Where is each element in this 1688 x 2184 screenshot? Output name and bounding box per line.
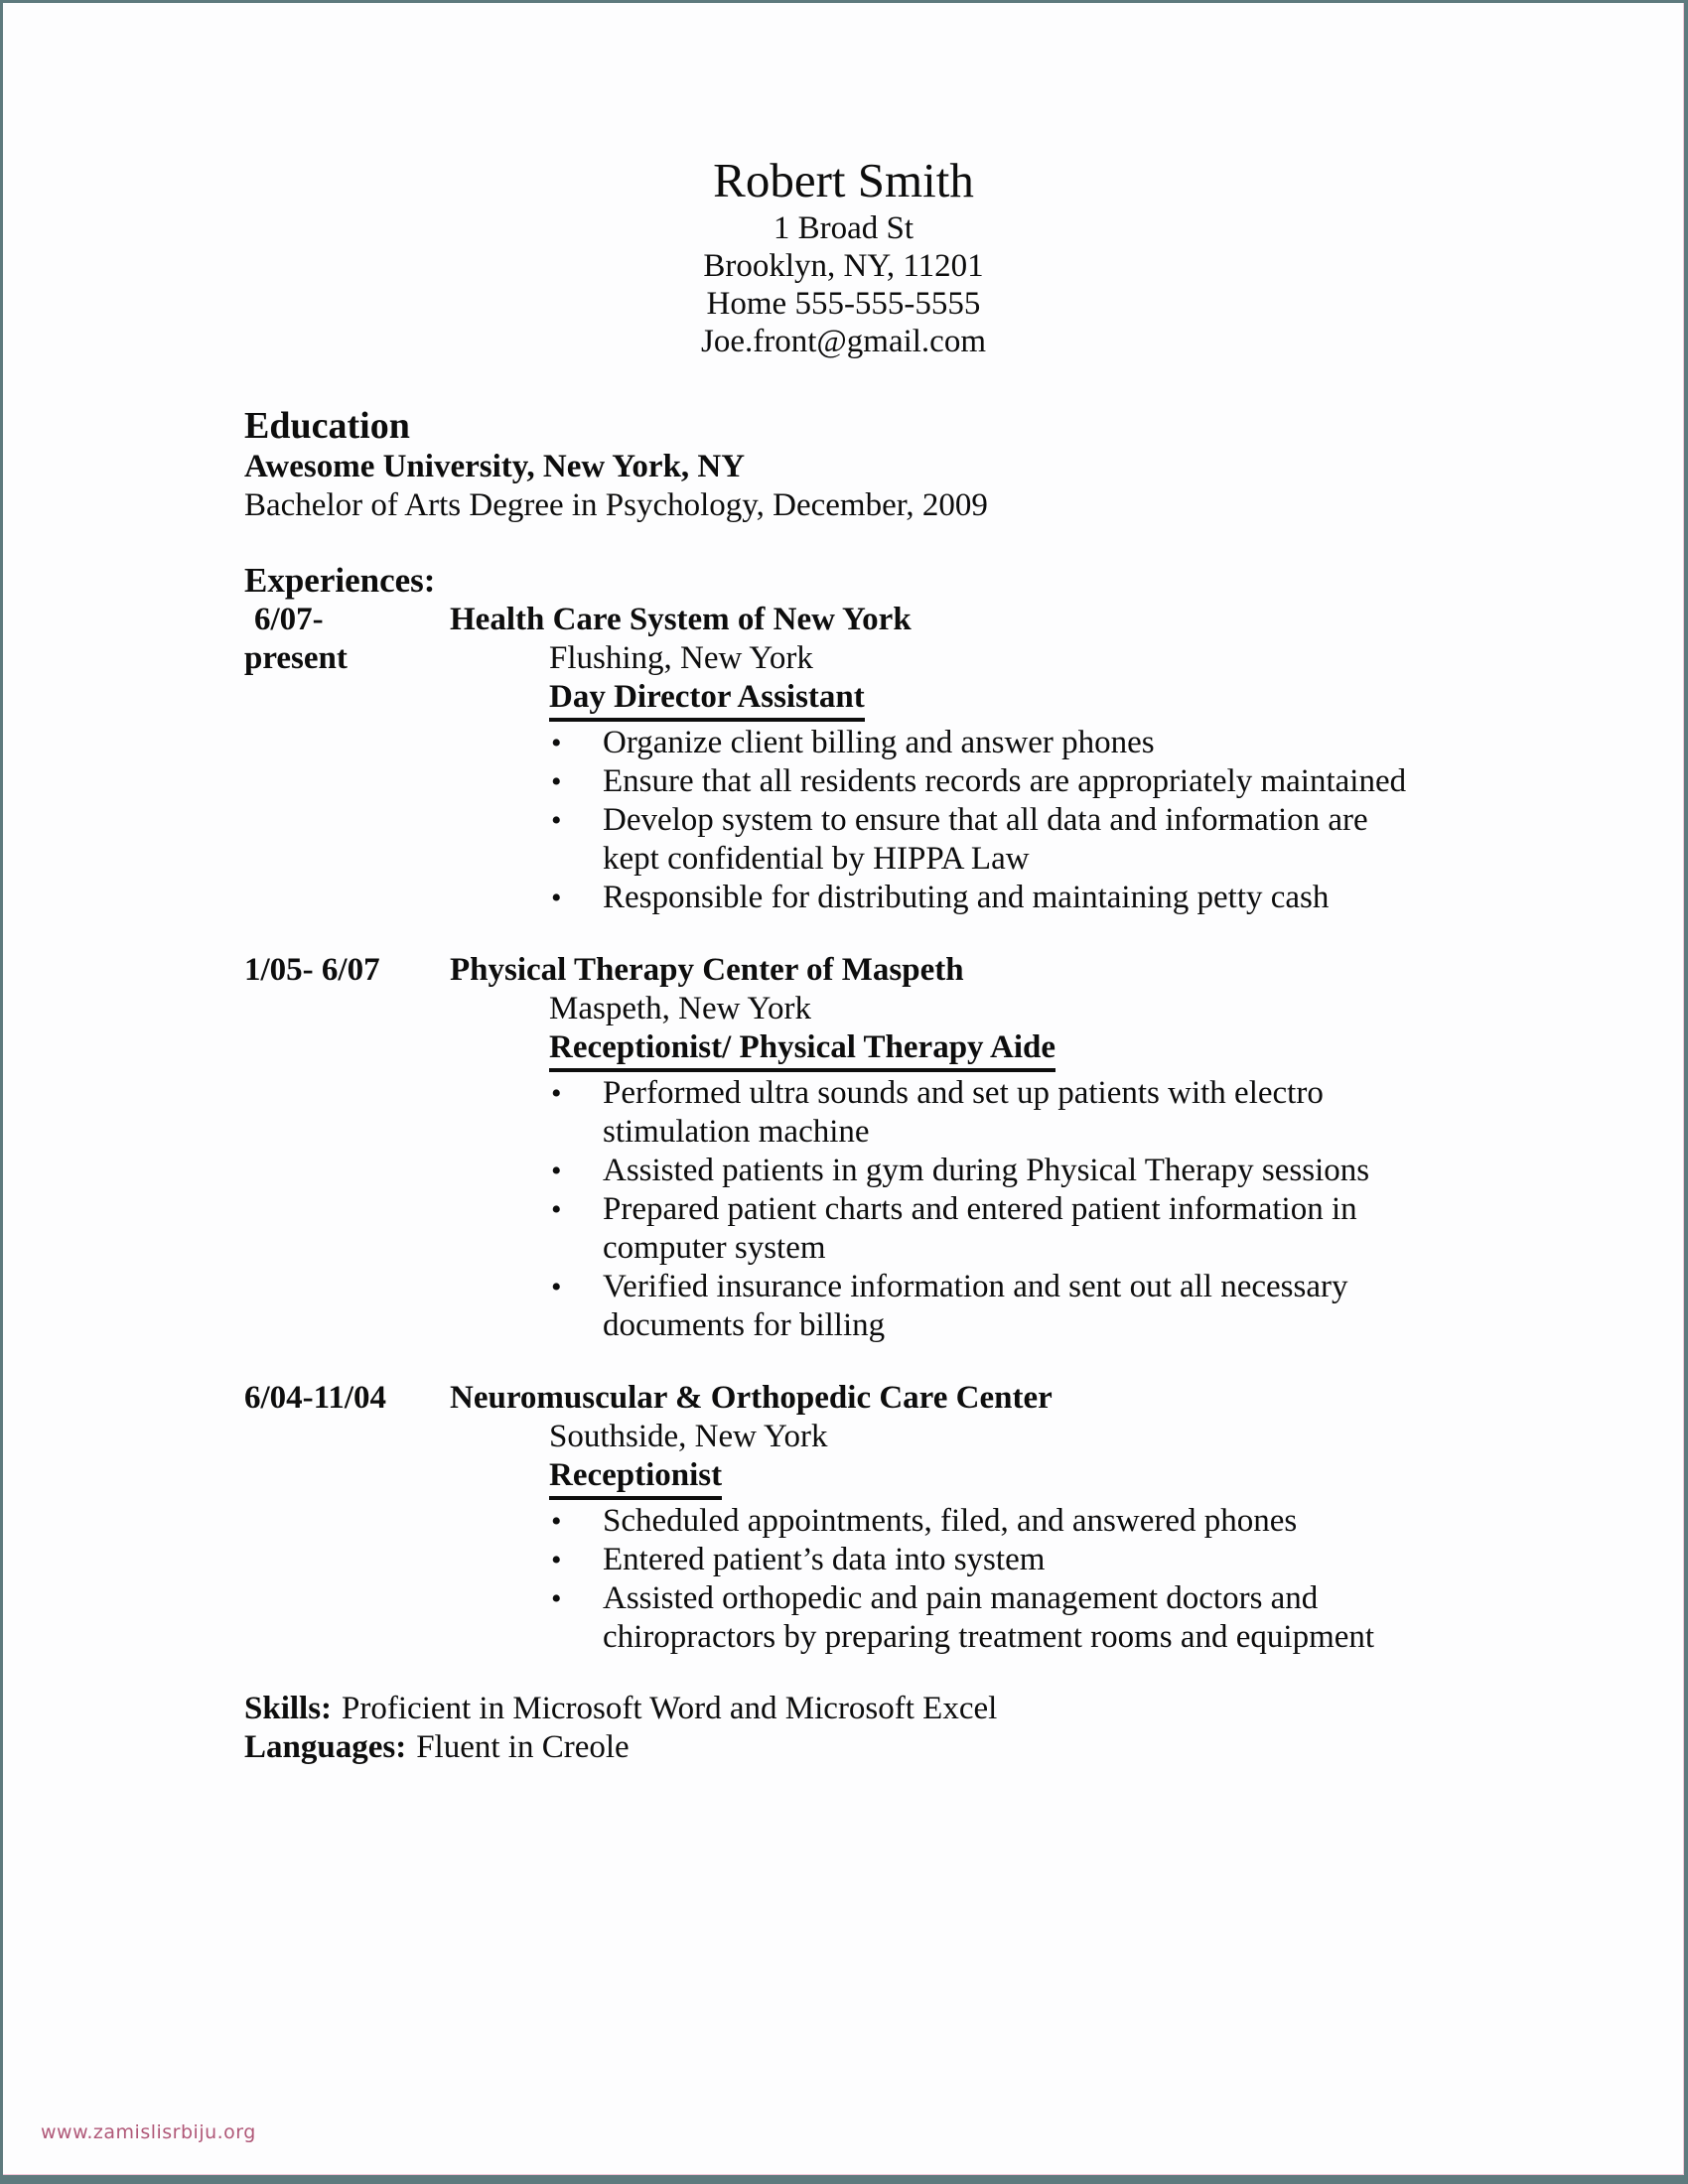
job-bullet-text: Performed ultra sounds and set up patients with electro stimulation machine <box>603 1075 1324 1150</box>
languages-line <box>244 1728 1456 1767</box>
skills-line <box>244 1690 1456 1728</box>
job-title-row <box>549 1028 1456 1072</box>
job-details <box>450 1379 1456 1657</box>
job-bullet <box>549 1579 1423 1657</box>
job-bullet-text: Assisted orthopedic and pain management doctors and chiropractors by preparing treatment rooms and equipment <box>603 1580 1375 1655</box>
address-city: Brooklyn, NY, 11201 <box>703 248 984 284</box>
job-company: Physical Therapy Center of Maspeth <box>450 952 964 988</box>
job-bullet <box>549 762 1423 801</box>
job-city: Flushing, New York <box>549 640 813 676</box>
skills-section <box>244 1690 1456 1767</box>
job-bullet <box>549 879 1423 917</box>
bullet-icon: • <box>551 765 562 798</box>
job-details <box>450 951 1456 1345</box>
job-bullet-text: Prepared patient charts and entered patient information in computer system <box>603 1191 1357 1266</box>
education-school: Awesome University, New York, NY <box>244 449 746 484</box>
job-dates-line: 1/05- 6/07 <box>244 952 380 988</box>
bullet-icon: • <box>551 1193 562 1226</box>
resume-header <box>3 3 1684 360</box>
skills-label: Skills: <box>244 1691 333 1726</box>
skills-text: Proficient in Microsoft Word and Microsoft Excel <box>342 1691 998 1726</box>
job-bullet <box>549 801 1423 879</box>
bullet-icon: • <box>551 1505 562 1538</box>
education-section <box>244 404 1456 525</box>
languages-text: Fluent in Creole <box>416 1729 630 1765</box>
job-dates <box>244 951 450 990</box>
job-bullet-text: Ensure that all residents records are appropriately maintained <box>603 763 1407 799</box>
job-city: Southside, New York <box>549 1419 828 1454</box>
job-bullet <box>549 1190 1423 1268</box>
address-street: 1 Broad St <box>773 210 914 246</box>
job-title: Receptionist <box>549 1456 722 1500</box>
bullet-icon: • <box>551 1582 562 1615</box>
languages-label: Languages: <box>244 1729 407 1765</box>
phone-number: Home 555-555-5555 <box>706 286 981 322</box>
job-entry <box>244 1379 1456 1657</box>
job-bullet-text: Develop system to ensure that all data and information are kept confidential by HIPPA Law <box>603 802 1368 877</box>
job-bullet <box>549 1074 1423 1152</box>
education-degree: Bachelor of Arts Degree in Psychology, December, 2009 <box>244 487 988 523</box>
job-dates <box>244 601 450 678</box>
job-dates-line: 6/07- <box>254 602 324 637</box>
job-title: Day Director Assistant <box>549 678 865 722</box>
job-bullet-text: Responsible for distributing and maintaining petty cash <box>603 880 1330 915</box>
bullet-icon: • <box>551 804 562 837</box>
job-bullet-text: Assisted patients in gym during Physical Therapy sessions <box>603 1153 1370 1188</box>
job-bullet-list <box>549 724 1423 917</box>
job-bullet-text: Organize client billing and answer phones <box>603 725 1155 760</box>
job-entry <box>244 951 1456 1345</box>
education-heading: Education <box>244 405 410 447</box>
job-title-row <box>549 1456 1456 1500</box>
resume-body <box>244 404 1456 1767</box>
job-entry <box>244 601 1456 917</box>
job-bullet <box>549 724 1423 762</box>
job-company: Neuromuscular & Orthopedic Care Center <box>450 1380 1053 1416</box>
job-bullet-list <box>549 1074 1423 1345</box>
bullet-icon: • <box>551 1271 562 1303</box>
person-name: Robert Smith <box>713 153 974 207</box>
bullet-icon: • <box>551 1077 562 1110</box>
job-bullet <box>549 1541 1423 1579</box>
job-title: Receptionist/ Physical Therapy Aide <box>549 1028 1055 1072</box>
bullet-icon: • <box>551 727 562 759</box>
site-watermark: www.zamislisrbiju.org <box>41 2121 256 2143</box>
job-bullet-text: Verified insurance information and sent out all necessary documents for billing <box>603 1269 1348 1343</box>
email-address: Joe.front@gmail.com <box>701 324 986 359</box>
job-bullet <box>549 1502 1423 1541</box>
job-dates-line: present <box>244 640 348 676</box>
job-bullet-text: Entered patient’s data into system <box>603 1542 1046 1577</box>
experiences-section <box>244 561 1456 1657</box>
bullet-icon: • <box>551 1155 562 1187</box>
job-bullet <box>549 1152 1423 1190</box>
job-title-row <box>549 678 1456 722</box>
experiences-heading: Experiences: <box>244 561 436 600</box>
job-bullet <box>549 1268 1423 1345</box>
job-details <box>450 601 1456 917</box>
job-dates <box>244 1379 450 1418</box>
job-dates-line: 6/04-11/04 <box>244 1380 387 1416</box>
job-city: Maspeth, New York <box>549 991 811 1026</box>
job-company: Health Care System of New York <box>450 602 912 637</box>
job-bullet-text: Scheduled appointments, filed, and answered phones <box>603 1503 1298 1539</box>
bullet-icon: • <box>551 882 562 914</box>
bullet-icon: • <box>551 1544 562 1576</box>
job-bullet-list <box>549 1502 1423 1657</box>
